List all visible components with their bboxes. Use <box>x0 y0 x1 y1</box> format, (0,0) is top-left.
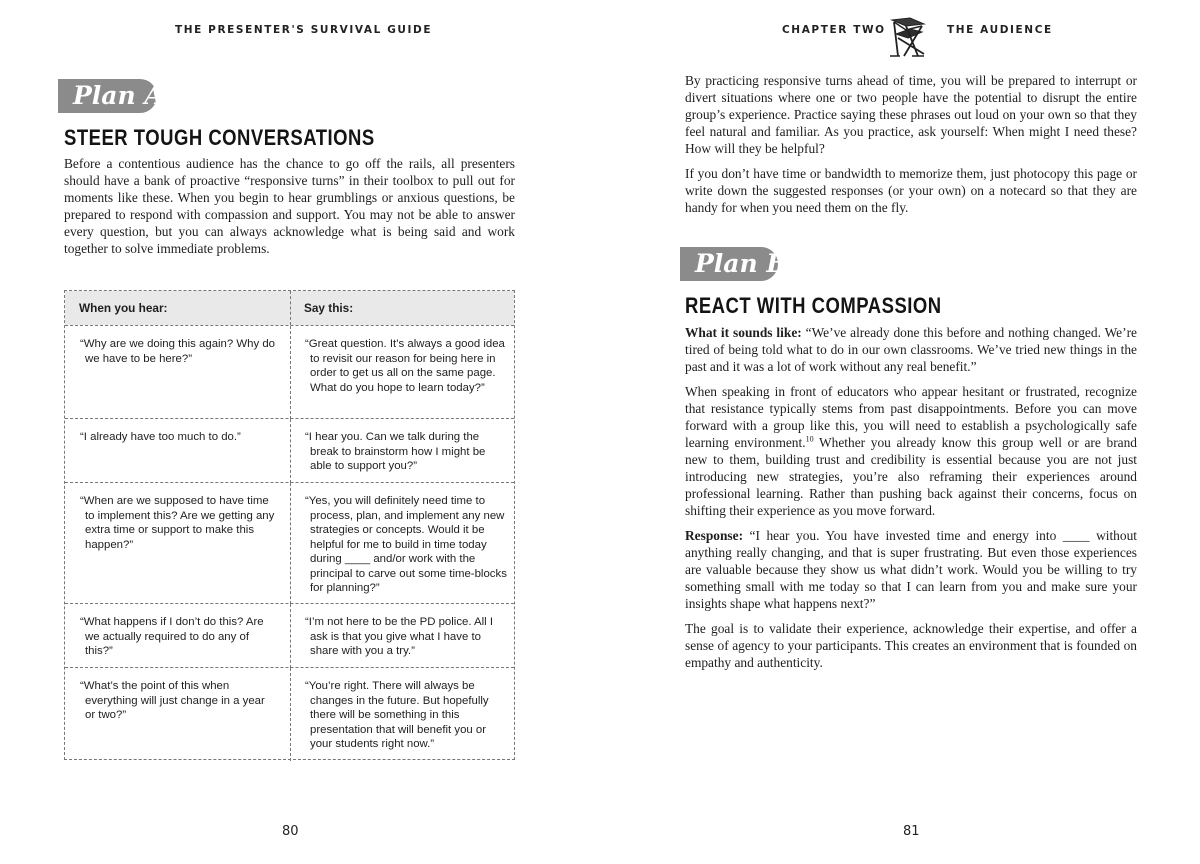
table-cell-say: “I hear you. Can we talk during the break to brainstorm how I might be able to support you?” <box>305 431 486 472</box>
table-row <box>65 667 514 761</box>
table-row <box>65 603 514 668</box>
plan-b-tab: Plan B <box>685 247 778 281</box>
table-row <box>65 325 514 419</box>
continuation-text <box>685 72 1137 224</box>
table-cell-hear: “What happens if I don’t do this? Are we actually required to do any of this?” <box>80 616 264 657</box>
plan-b-body <box>685 324 1137 679</box>
table-cell-hear: “When are we supposed to have time to implement this? Are we getting any extra time or support to make this happen?” <box>80 495 275 551</box>
table-cell-hear: “What’s the point of this when everything will just change in a year or two?” <box>80 680 265 721</box>
table-header-row <box>65 291 514 325</box>
table-cell-say: “Great question. It’s always a good idea to revisit our reason for being here in order to get us all on the same page. What do you hope to learn today?” <box>305 338 505 394</box>
response-paragraph <box>685 527 1137 612</box>
table-cell-hear: “I already have too much to do.” <box>80 431 241 443</box>
folding-chair-icon <box>884 16 930 60</box>
intro-paragraph: Before a contentious audience has the chance to go off the rails, all presenters should have a bank of proactive “responsive turns” in their toolbox to pull out for moments like these. When you begin to hear grumblings or anxious questions, be prepared to respond with compassion and support. You may not be able to answer every question, but you can always acknowledge what is being said and work together to solve immediate problems. <box>64 156 515 256</box>
sounds-like-label: What it sounds like: <box>685 325 802 340</box>
paragraph-part: Whether you already know this group well or are brand new to them, building trust and credibility is essential because you are not just introducing new strategies, you’re also reframing their experiences around professional learning. Rather than pushing back against their concerns, focus on shifting their experience as you move forward. <box>685 435 1137 518</box>
page-number-right: 81 <box>903 824 920 839</box>
running-head-chapter-title: THE AUDIENCE <box>947 24 1053 36</box>
running-head-chapter: CHAPTER TWO <box>782 24 886 36</box>
paragraph: If you don’t have time or bandwidth to memorize them, just photocopy this page or write down the suggested responses (or your own) on a notecard so that they are handy for when you need them on the fly. <box>685 166 1137 215</box>
footnote-ref: 10 <box>805 434 814 444</box>
table-cell-say: “Yes, you will definitely need time to process, plan, and implement any new strategies or concepts. Would it be helpful for me to build in time today during ____ and/or work with the principal to carve out some time-blocks for planning?” <box>305 495 507 594</box>
sounds-like-text: “We’ve already done this before and nothing changed. We’re tired of being told what to do in our own classrooms. We’ve tried new things in the past and it was a lot of work without any real benefit.” <box>685 325 1137 374</box>
table-cell-say: “I’m not here to be the PD police. All I ask is that you give what I have to share with you a try.” <box>305 616 494 657</box>
section-heading-react: REACT WITH COMPASSION <box>685 293 942 318</box>
section-heading-steer: STEER TOUGH CONVERSATIONS <box>64 125 375 150</box>
page-number-left: 80 <box>282 824 299 839</box>
phrase-table <box>64 290 515 760</box>
table-cell-say: “You’re right. There will always be changes in the future. But hopefully there will be something in this presentation that will benefit you or your students right now.” <box>305 680 489 750</box>
paragraph: By practicing responsive turns ahead of time, you will be prepared to interrupt or divert situations where one or two people have the potential to disrupt the entire group’s experience. Practice saying these phrases out loud on your own so that they feel natural and familiar. As you practice, ask yourself: When might I need these? How will they be helpful? <box>685 73 1137 156</box>
closing-paragraph: The goal is to validate their experience, acknowledge their expertise, and offer a sense of agency to your participants. This creates an environment that is founded on empathy and authenticity. <box>685 621 1137 670</box>
response-label: Response: <box>685 528 744 543</box>
table-header-when-you-hear: When you hear: <box>79 301 168 315</box>
paragraph-part: When speaking in front of educators who appear hesitant or frustrated, recognize that resistance typically stems from past disappointments. Before you can move forward with a group like this, you will need to establish a psychologically safe learning environment. <box>685 384 1137 450</box>
response-text: “I hear you. You have invested time and energy into ____ without anything really changing, and that is super frustrating. But even those experiences are valuable because they show us what didn’t work. Would you be willing to try something small with me today so that I can learn from you and make sure your insights shape what happens next?” <box>685 528 1137 611</box>
right-page <box>600 0 1200 864</box>
paragraph <box>685 383 1137 519</box>
table-header-say-this: Say this: <box>290 291 514 325</box>
sounds-like-paragraph <box>685 324 1137 375</box>
table-cell-hear: “Why are we doing this again? Why do we have to be here?” <box>80 338 276 365</box>
plan-a-tab: Plan A <box>63 79 157 113</box>
table-row <box>65 482 514 604</box>
table-row <box>65 418 514 483</box>
running-head-book-title: THE PRESENTER'S SURVIVAL GUIDE <box>175 24 433 36</box>
